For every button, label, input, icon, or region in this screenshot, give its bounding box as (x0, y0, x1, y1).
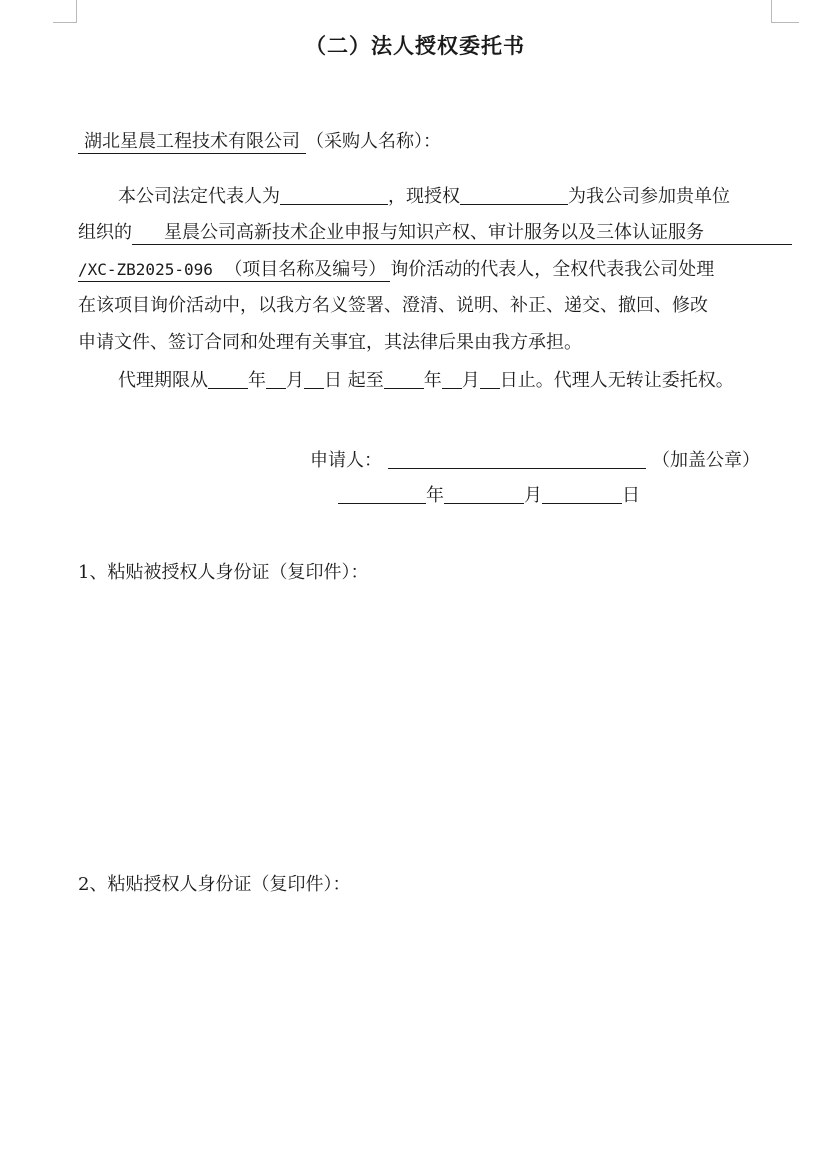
period-year: 年 (423, 370, 442, 391)
project-code-block (78, 259, 390, 282)
sign-month: 月 (524, 485, 542, 506)
body-text: ，现授权 (388, 186, 460, 207)
body-line-3 (78, 258, 714, 282)
authorized-person-blank (460, 184, 568, 205)
sign-year-blank (338, 483, 426, 504)
project-note: （项目名称及编号） (224, 259, 387, 280)
sign-day: 日 (622, 485, 640, 506)
end-month-blank (442, 368, 462, 389)
agency-period-line (118, 368, 734, 393)
body-line-4: 在该项目询价活动中，以我方名义签署、澄清、说明、补正、递交、撤回、修改 (78, 295, 708, 316)
project-code: /XC-ZB2025-096 (78, 260, 213, 279)
body-text: 询价活动的代表人，全权代表我公司处理 (390, 259, 715, 280)
seal-label: （加盖公章） (652, 450, 760, 471)
margin-mark-top-left (53, 22, 77, 23)
body-text: 组织的 (78, 222, 132, 243)
period-month: 月 (286, 370, 304, 391)
project-name: 星晨公司高新技术企业申报与知识产权、审计服务以及三体认证服务 (132, 222, 792, 245)
purchaser-name: 湖北星晨工程技术有限公司 (78, 131, 306, 154)
period-prefix: 代理期限从 (118, 370, 208, 391)
period-month: 月 (461, 370, 480, 391)
body-text: 为我公司参加贵单位 (568, 186, 730, 207)
margin-mark-top-right (771, 22, 799, 23)
attachment-item-2: 2、粘贴授权人身份证（复印件）： (78, 874, 351, 895)
period-end: 日止。代理人无转让委托权。 (499, 370, 734, 391)
sign-month-blank (444, 483, 524, 504)
start-day-blank (304, 368, 324, 389)
purchaser-label: （采购人名称）： (306, 131, 441, 152)
addressee-line (78, 130, 441, 154)
sign-day-blank (542, 483, 622, 504)
margin-mark-top-left (76, 0, 77, 22)
sign-year: 年 (426, 485, 444, 506)
body-line-1 (118, 184, 730, 209)
applicant-line (310, 448, 760, 473)
body-line-2 (78, 221, 792, 245)
legal-rep-blank (280, 184, 388, 205)
attachment-item-1: 1、粘贴被授权人身份证（复印件）： (78, 562, 369, 583)
start-month-blank (266, 368, 286, 389)
document-title: （二）法人授权委托书 (305, 34, 525, 58)
start-year-blank (208, 368, 248, 389)
applicant-label: 申请人： (310, 450, 382, 471)
period-day: 日 (324, 370, 342, 391)
end-year-blank (384, 368, 424, 389)
body-text: 本公司法定代表人为 (118, 186, 280, 207)
margin-mark-top-right (771, 0, 772, 22)
body-line-5: 申请文件、签订合同和处理有关事宜，其法律后果由我方承担。 (78, 332, 582, 353)
end-day-blank (480, 368, 500, 389)
applicant-blank (388, 448, 646, 469)
period-to: 起至 (347, 370, 384, 391)
signature-date-line (338, 483, 640, 508)
period-year: 年 (248, 370, 266, 391)
